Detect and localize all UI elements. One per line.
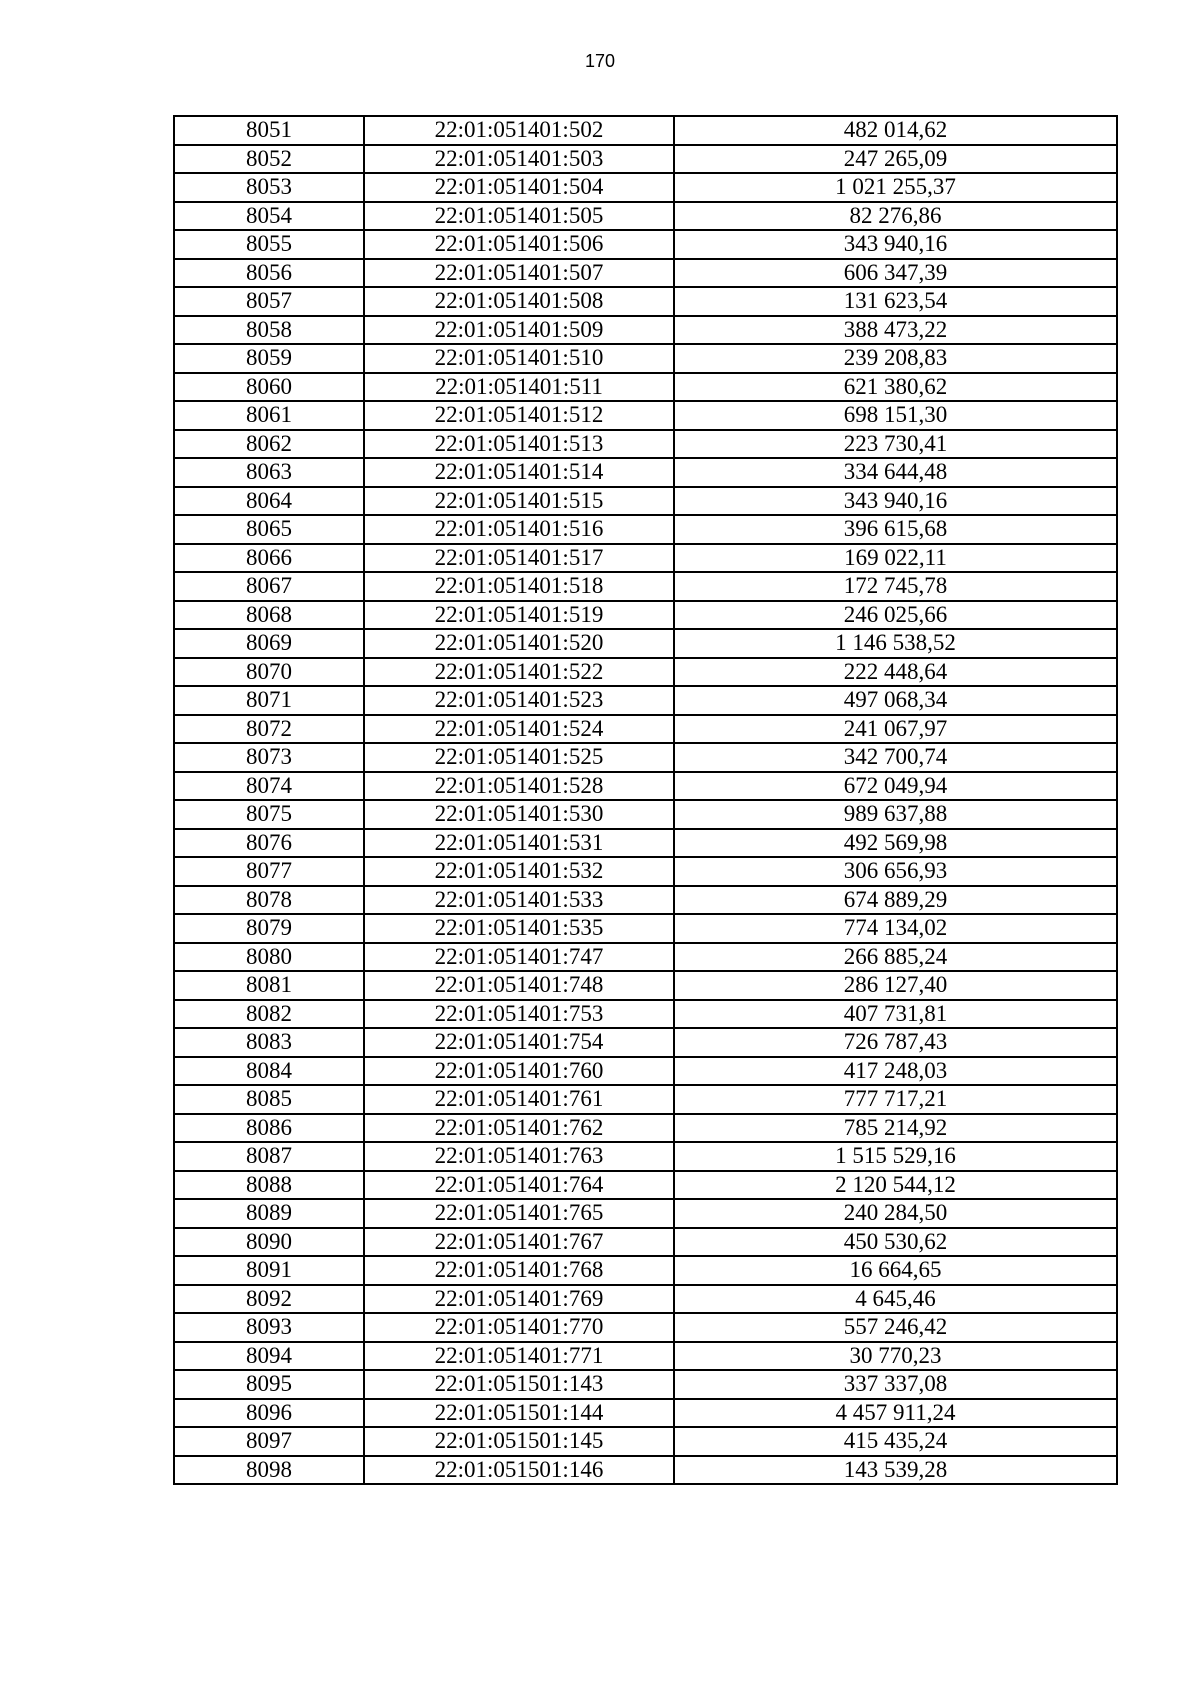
table-row (174, 886, 1117, 915)
table-row (174, 401, 1117, 430)
table-row (174, 287, 1117, 316)
row-number-cell: 8063 (174, 458, 364, 487)
cadastral-number-cell: 22:01:051401:769 (364, 1285, 674, 1314)
table-row (174, 1142, 1117, 1171)
cadastral-value-cell: 482 014,62 (674, 116, 1117, 145)
cadastral-value-cell: 450 530,62 (674, 1228, 1117, 1257)
cadastral-number-cell: 22:01:051401:535 (364, 914, 674, 943)
table-row (174, 1028, 1117, 1057)
cadastral-number-cell: 22:01:051401:507 (364, 259, 674, 288)
cadastral-number-cell: 22:01:051401:771 (364, 1342, 674, 1371)
cadastral-number-cell: 22:01:051401:509 (364, 316, 674, 345)
table-row (174, 715, 1117, 744)
cadastral-number-cell: 22:01:051401:518 (364, 572, 674, 601)
table-row (174, 1228, 1117, 1257)
row-number-cell: 8067 (174, 572, 364, 601)
cadastral-number-cell: 22:01:051501:144 (364, 1399, 674, 1428)
cadastral-value-cell: 388 473,22 (674, 316, 1117, 345)
cadastral-number-cell: 22:01:051501:146 (364, 1456, 674, 1485)
table-row (174, 230, 1117, 259)
cadastral-number-cell: 22:01:051401:747 (364, 943, 674, 972)
table-row (174, 515, 1117, 544)
row-number-cell: 8089 (174, 1199, 364, 1228)
cadastral-value-cell: 16 664,65 (674, 1256, 1117, 1285)
cadastral-number-cell: 22:01:051401:506 (364, 230, 674, 259)
cadastral-value-cell: 672 049,94 (674, 772, 1117, 801)
row-number-cell: 8083 (174, 1028, 364, 1057)
table-row (174, 173, 1117, 202)
cadastral-number-cell: 22:01:051401:748 (364, 971, 674, 1000)
table-row (174, 487, 1117, 516)
cadastral-number-cell: 22:01:051401:525 (364, 743, 674, 772)
cadastral-value-cell: 334 644,48 (674, 458, 1117, 487)
cadastral-value-cell: 222 448,64 (674, 658, 1117, 687)
cadastral-value-cell: 1 021 255,37 (674, 173, 1117, 202)
cadastral-value-cell: 674 889,29 (674, 886, 1117, 915)
cadastral-value-table (173, 115, 1118, 1485)
row-number-cell: 8090 (174, 1228, 364, 1257)
row-number-cell: 8057 (174, 287, 364, 316)
row-number-cell: 8066 (174, 544, 364, 573)
cadastral-number-cell: 22:01:051401:515 (364, 487, 674, 516)
row-number-cell: 8077 (174, 857, 364, 886)
cadastral-number-cell: 22:01:051401:768 (364, 1256, 674, 1285)
table-row (174, 116, 1117, 145)
cadastral-number-cell: 22:01:051401:765 (364, 1199, 674, 1228)
cadastral-value-cell: 1 515 529,16 (674, 1142, 1117, 1171)
cadastral-number-cell: 22:01:051401:512 (364, 401, 674, 430)
cadastral-value-cell: 286 127,40 (674, 971, 1117, 1000)
table-row (174, 544, 1117, 573)
cadastral-value-cell: 247 265,09 (674, 145, 1117, 174)
cadastral-value-cell: 698 151,30 (674, 401, 1117, 430)
row-number-cell: 8084 (174, 1057, 364, 1086)
row-number-cell: 8079 (174, 914, 364, 943)
table-row (174, 1285, 1117, 1314)
table-row (174, 1114, 1117, 1143)
cadastral-value-cell: 30 770,23 (674, 1342, 1117, 1371)
table-row (174, 1427, 1117, 1456)
row-number-cell: 8060 (174, 373, 364, 402)
cadastral-number-cell: 22:01:051401:514 (364, 458, 674, 487)
cadastral-value-cell: 131 623,54 (674, 287, 1117, 316)
cadastral-value-cell: 407 731,81 (674, 1000, 1117, 1029)
table-row (174, 800, 1117, 829)
row-number-cell: 8074 (174, 772, 364, 801)
row-number-cell: 8085 (174, 1085, 364, 1114)
row-number-cell: 8070 (174, 658, 364, 687)
table-row (174, 1000, 1117, 1029)
cadastral-value-cell: 726 787,43 (674, 1028, 1117, 1057)
row-number-cell: 8071 (174, 686, 364, 715)
row-number-cell: 8096 (174, 1399, 364, 1428)
cadastral-value-cell: 172 745,78 (674, 572, 1117, 601)
cadastral-value-cell: 606 347,39 (674, 259, 1117, 288)
table-row (174, 857, 1117, 886)
row-number-cell: 8055 (174, 230, 364, 259)
row-number-cell: 8064 (174, 487, 364, 516)
table-row (174, 629, 1117, 658)
row-number-cell: 8080 (174, 943, 364, 972)
cadastral-number-cell: 22:01:051401:510 (364, 344, 674, 373)
cadastral-number-cell: 22:01:051401:762 (364, 1114, 674, 1143)
cadastral-number-cell: 22:01:051401:505 (364, 202, 674, 231)
row-number-cell: 8081 (174, 971, 364, 1000)
table-row (174, 316, 1117, 345)
cadastral-value-cell: 143 539,28 (674, 1456, 1117, 1485)
table-row (174, 1370, 1117, 1399)
row-number-cell: 8095 (174, 1370, 364, 1399)
cadastral-number-cell: 22:01:051501:143 (364, 1370, 674, 1399)
table-row (174, 1085, 1117, 1114)
table-row (174, 458, 1117, 487)
table-row (174, 259, 1117, 288)
row-number-cell: 8054 (174, 202, 364, 231)
cadastral-number-cell: 22:01:051401:532 (364, 857, 674, 886)
cadastral-value-cell: 4 645,46 (674, 1285, 1117, 1314)
row-number-cell: 8051 (174, 116, 364, 145)
cadastral-value-cell: 343 940,16 (674, 230, 1117, 259)
row-number-cell: 8069 (174, 629, 364, 658)
cadastral-value-cell: 417 248,03 (674, 1057, 1117, 1086)
row-number-cell: 8068 (174, 601, 364, 630)
row-number-cell: 8053 (174, 173, 364, 202)
cadastral-number-cell: 22:01:051401:531 (364, 829, 674, 858)
cadastral-number-cell: 22:01:051401:519 (364, 601, 674, 630)
table-row (174, 686, 1117, 715)
row-number-cell: 8098 (174, 1456, 364, 1485)
table-row (174, 430, 1117, 459)
table-row (174, 658, 1117, 687)
cadastral-value-cell: 342 700,74 (674, 743, 1117, 772)
table-row (174, 772, 1117, 801)
row-number-cell: 8092 (174, 1285, 364, 1314)
cadastral-value-cell: 266 885,24 (674, 943, 1117, 972)
cadastral-value-cell: 82 276,86 (674, 202, 1117, 231)
cadastral-number-cell: 22:01:051401:760 (364, 1057, 674, 1086)
page-number: 170 (584, 51, 616, 71)
cadastral-number-cell: 22:01:051401:520 (364, 629, 674, 658)
table-row (174, 1057, 1117, 1086)
row-number-cell: 8078 (174, 886, 364, 915)
cadastral-value-cell: 557 246,42 (674, 1313, 1117, 1342)
table-row (174, 743, 1117, 772)
table-row (174, 601, 1117, 630)
cadastral-value-cell: 415 435,24 (674, 1427, 1117, 1456)
row-number-cell: 8097 (174, 1427, 364, 1456)
table-row (174, 145, 1117, 174)
cadastral-value-cell: 396 615,68 (674, 515, 1117, 544)
cadastral-number-cell: 22:01:051401:763 (364, 1142, 674, 1171)
row-number-cell: 8058 (174, 316, 364, 345)
cadastral-value-cell: 621 380,62 (674, 373, 1117, 402)
table-row (174, 1399, 1117, 1428)
cadastral-number-cell: 22:01:051401:761 (364, 1085, 674, 1114)
row-number-cell: 8065 (174, 515, 364, 544)
row-number-cell: 8061 (174, 401, 364, 430)
row-number-cell: 8094 (174, 1342, 364, 1371)
cadastral-number-cell: 22:01:051401:754 (364, 1028, 674, 1057)
cadastral-value-cell: 337 337,08 (674, 1370, 1117, 1399)
row-number-cell: 8088 (174, 1171, 364, 1200)
cadastral-number-cell: 22:01:051501:145 (364, 1427, 674, 1456)
cadastral-number-cell: 22:01:051401:517 (364, 544, 674, 573)
row-number-cell: 8087 (174, 1142, 364, 1171)
table-row (174, 373, 1117, 402)
cadastral-number-cell: 22:01:051401:753 (364, 1000, 674, 1029)
row-number-cell: 8059 (174, 344, 364, 373)
cadastral-number-cell: 22:01:051401:764 (364, 1171, 674, 1200)
table-row (174, 1456, 1117, 1485)
cadastral-value-cell: 492 569,98 (674, 829, 1117, 858)
row-number-cell: 8075 (174, 800, 364, 829)
cadastral-number-cell: 22:01:051401:770 (364, 1313, 674, 1342)
row-number-cell: 8052 (174, 145, 364, 174)
cadastral-number-cell: 22:01:051401:508 (364, 287, 674, 316)
cadastral-number-cell: 22:01:051401:524 (364, 715, 674, 744)
table-row (174, 344, 1117, 373)
table-row (174, 1199, 1117, 1228)
cadastral-number-cell: 22:01:051401:528 (364, 772, 674, 801)
table-row (174, 1171, 1117, 1200)
table-row (174, 943, 1117, 972)
cadastral-value-cell: 774 134,02 (674, 914, 1117, 943)
cadastral-value-cell: 246 025,66 (674, 601, 1117, 630)
cadastral-number-cell: 22:01:051401:502 (364, 116, 674, 145)
cadastral-value-cell: 785 214,92 (674, 1114, 1117, 1143)
cadastral-value-cell: 777 717,21 (674, 1085, 1117, 1114)
table-body (174, 116, 1117, 1484)
cadastral-number-cell: 22:01:051401:511 (364, 373, 674, 402)
cadastral-value-cell: 4 457 911,24 (674, 1399, 1117, 1428)
table-row (174, 971, 1117, 1000)
cadastral-value-cell: 240 284,50 (674, 1199, 1117, 1228)
cadastral-value-cell: 497 068,34 (674, 686, 1117, 715)
row-number-cell: 8062 (174, 430, 364, 459)
cadastral-number-cell: 22:01:051401:504 (364, 173, 674, 202)
cadastral-value-cell: 1 146 538,52 (674, 629, 1117, 658)
cadastral-value-cell: 306 656,93 (674, 857, 1117, 886)
cadastral-value-cell: 2 120 544,12 (674, 1171, 1117, 1200)
table-row (174, 914, 1117, 943)
table-row (174, 1342, 1117, 1371)
table-row (174, 202, 1117, 231)
table-row (174, 1256, 1117, 1285)
cadastral-number-cell: 22:01:051401:530 (364, 800, 674, 829)
cadastral-value-cell: 239 208,83 (674, 344, 1117, 373)
cadastral-value-cell: 989 637,88 (674, 800, 1117, 829)
row-number-cell: 8093 (174, 1313, 364, 1342)
cadastral-number-cell: 22:01:051401:533 (364, 886, 674, 915)
row-number-cell: 8073 (174, 743, 364, 772)
row-number-cell: 8082 (174, 1000, 364, 1029)
row-number-cell: 8072 (174, 715, 364, 744)
cadastral-value-cell: 223 730,41 (674, 430, 1117, 459)
cadastral-number-cell: 22:01:051401:503 (364, 145, 674, 174)
table-row (174, 572, 1117, 601)
cadastral-value-cell: 169 022,11 (674, 544, 1117, 573)
cadastral-number-cell: 22:01:051401:522 (364, 658, 674, 687)
cadastral-number-cell: 22:01:051401:767 (364, 1228, 674, 1257)
cadastral-number-cell: 22:01:051401:513 (364, 430, 674, 459)
cadastral-value-cell: 343 940,16 (674, 487, 1117, 516)
cadastral-value-cell: 241 067,97 (674, 715, 1117, 744)
cadastral-number-cell: 22:01:051401:523 (364, 686, 674, 715)
table-row (174, 1313, 1117, 1342)
cadastral-number-cell: 22:01:051401:516 (364, 515, 674, 544)
row-number-cell: 8056 (174, 259, 364, 288)
row-number-cell: 8086 (174, 1114, 364, 1143)
table-row (174, 829, 1117, 858)
row-number-cell: 8091 (174, 1256, 364, 1285)
row-number-cell: 8076 (174, 829, 364, 858)
